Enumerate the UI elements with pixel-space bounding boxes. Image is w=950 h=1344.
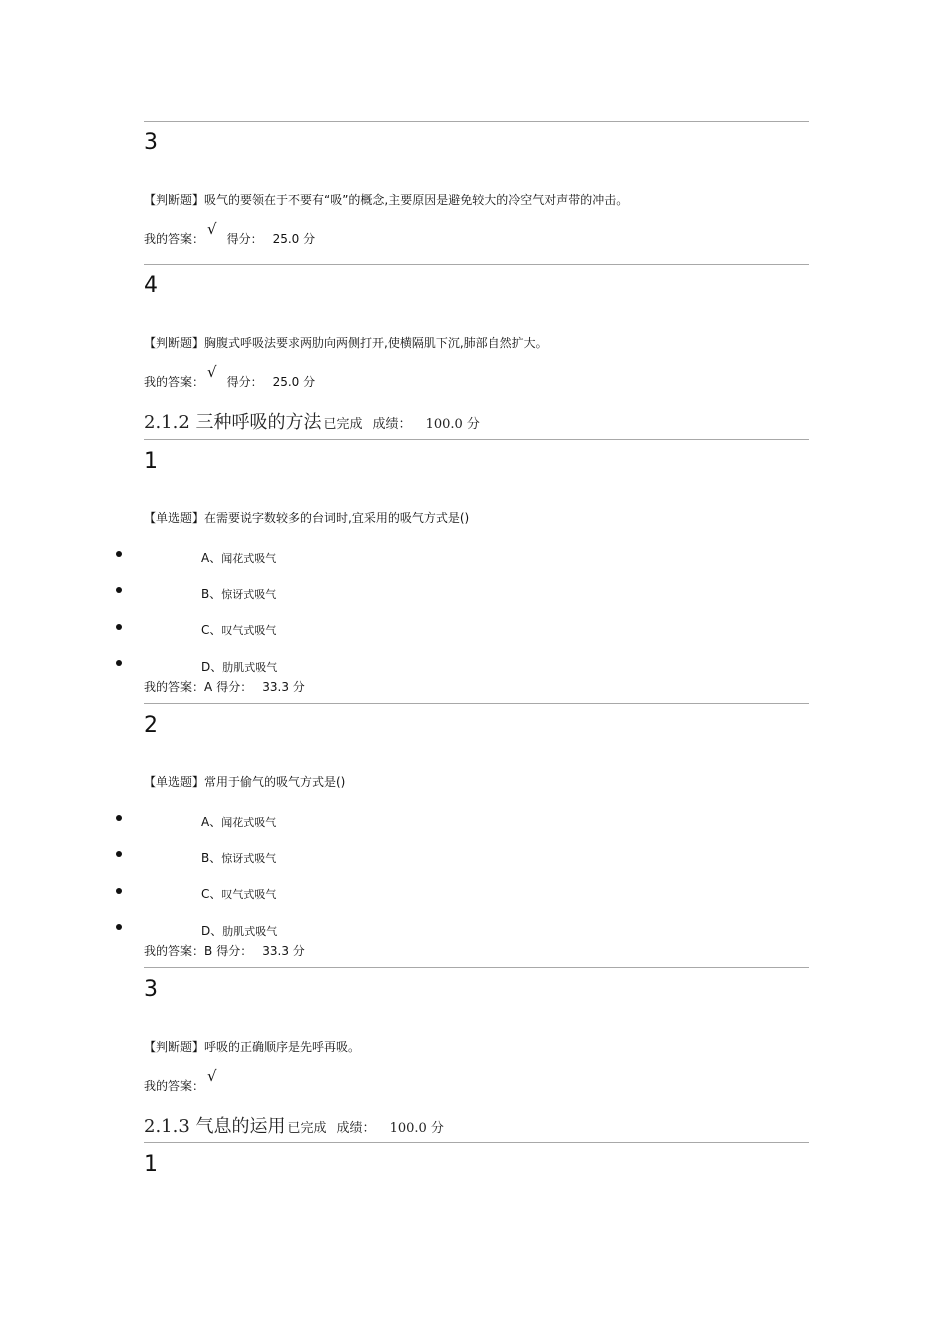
bullet-icon — [116, 815, 122, 821]
option-a: A、闻花式吸气 — [201, 815, 277, 829]
bullet-icon — [116, 551, 122, 557]
question-number: 4 — [144, 273, 158, 298]
option-b: B、惊讶式吸气 — [201, 587, 277, 601]
answer-label: 我的答案： — [144, 944, 205, 958]
section-status: 已完成 — [287, 1121, 327, 1136]
section-title: 2.1.2 三种呼吸的方法 — [144, 412, 322, 433]
answer-line — [144, 679, 305, 695]
question-text: 【单选题】常用于偷气的吸气方式是() — [144, 775, 346, 789]
answer-label: 我的答案： — [144, 375, 205, 389]
answer-value: B — [204, 944, 213, 958]
option-c: C、叹气式吸气 — [201, 887, 277, 901]
section-heading — [144, 408, 480, 434]
option-a: A、闻花式吸气 — [201, 551, 277, 565]
question-text: 【判断题】吸气的要领在于不要有“吸”的概念,主要原因是避免较大的冷空气对声带的冲击。 — [144, 193, 629, 207]
score-label: 得分： — [226, 375, 263, 389]
answer-value: √ — [207, 1067, 217, 1085]
score-value: 33.3 分 — [262, 944, 305, 958]
bullet-icon — [116, 888, 122, 894]
answer-line — [144, 943, 305, 959]
question-number: 1 — [144, 1152, 158, 1177]
question-text: 【判断题】呼吸的正确顺序是先呼再吸。 — [144, 1040, 361, 1054]
answer-label: 我的答案： — [144, 232, 205, 246]
divider — [144, 264, 809, 265]
bullet-icon — [116, 851, 122, 857]
answer-line — [144, 220, 316, 247]
divider — [144, 967, 809, 968]
answer-value: √ — [207, 220, 217, 238]
answer-label: 我的答案： — [144, 1079, 205, 1093]
score-value: 33.3 分 — [262, 680, 305, 694]
answer-value: √ — [207, 363, 217, 381]
score-label: 得分： — [216, 680, 253, 694]
divider — [144, 1142, 809, 1143]
divider — [144, 121, 809, 122]
option-c: C、叹气式吸气 — [201, 623, 277, 637]
answer-line — [144, 1067, 223, 1094]
question-text: 【单选题】在需要说字数较多的台词时,宜采用的吸气方式是() — [144, 511, 470, 525]
option-d: D、肋肌式吸气 — [201, 924, 278, 938]
score-value: 25.0 分 — [272, 375, 316, 389]
bullet-icon — [116, 624, 122, 630]
answer-label: 我的答案： — [144, 680, 205, 694]
answer-line — [144, 363, 316, 390]
bullet-icon — [116, 587, 122, 593]
section-heading — [144, 1112, 444, 1138]
question-number: 3 — [144, 977, 158, 1002]
option-b: B、惊讶式吸气 — [201, 851, 277, 865]
question-number: 3 — [144, 130, 158, 155]
section-title: 2.1.3 气息的运用 — [144, 1116, 286, 1137]
score-label: 得分： — [216, 944, 253, 958]
section-score-label: 成绩： — [372, 417, 412, 432]
score-label: 得分： — [226, 232, 263, 246]
bullet-icon — [116, 660, 122, 666]
section-score-label: 成绩： — [336, 1121, 376, 1136]
divider — [144, 703, 809, 704]
bullet-icon — [116, 924, 122, 930]
answer-value: A — [204, 680, 213, 694]
question-number: 2 — [144, 713, 158, 738]
question-text: 【判断题】胸腹式呼吸法要求两肋向两侧打开,使横隔肌下沉,肺部自然扩大。 — [144, 336, 548, 350]
divider — [144, 439, 809, 440]
question-number: 1 — [144, 449, 158, 474]
section-status: 已完成 — [323, 417, 363, 432]
section-score-value: 100.0 分 — [425, 417, 480, 432]
section-score-value: 100.0 分 — [389, 1121, 444, 1136]
option-d: D、肋肌式吸气 — [201, 660, 278, 674]
score-value: 25.0 分 — [272, 232, 316, 246]
